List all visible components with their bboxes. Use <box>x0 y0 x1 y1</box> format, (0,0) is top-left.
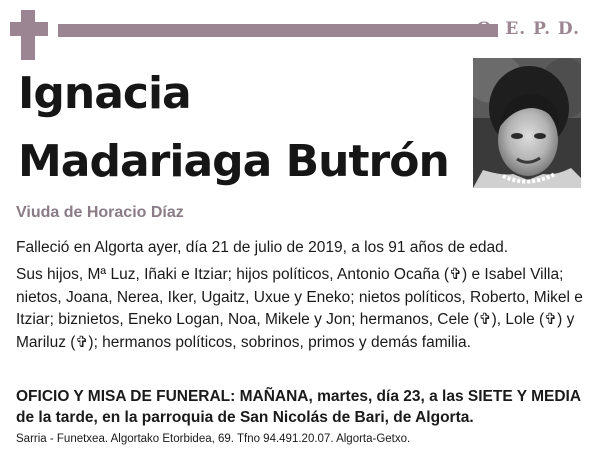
widow-of-line: Viuda de Horacio Díaz <box>16 204 184 221</box>
family-list: Sus hijos, Mª Luz, Iñaki e Itziar; hijos políticos, Antonio Ocaña (✞) e Isabel Villa; nietos, Joana, Nerea, Iker, Ugaitz, Uxue y Eneko; nietos políticos, Roberto, Mikel e Itziar; biznietos, Eneko Logan, Noa, Mikele y Jon; hermanos, Cele (✞), Lole (✞) y Mariluz (✞); hermanos políticos, sobrinos, primos y demás familia. <box>16 266 583 351</box>
cross-icon <box>10 10 48 60</box>
funeral-home-footer: Sarria - Funetxea. Algortako Etorbidea, 69. Tfno 94.491.20.07. Algorta-Getxo. <box>16 433 411 445</box>
header-bar <box>58 24 498 37</box>
funeral-announcement: OFICIO Y MISA DE FUNERAL: MAÑANA, martes, día 23, a las SIETE Y MEDIA de la tarde, en la parroquia de San Nicolás de Bari, de Algorta. <box>16 388 581 426</box>
deceased-first-name: Ignacia <box>18 68 191 119</box>
qepd-label: Q. E. P. D. <box>476 19 580 39</box>
portrait-photo <box>473 58 581 188</box>
death-notice: Falleció en Algorta ayer, día 21 de julio de 2019, a los 91 años de edad. <box>16 239 509 256</box>
deceased-surnames: Madariaga Butrón <box>18 136 449 187</box>
